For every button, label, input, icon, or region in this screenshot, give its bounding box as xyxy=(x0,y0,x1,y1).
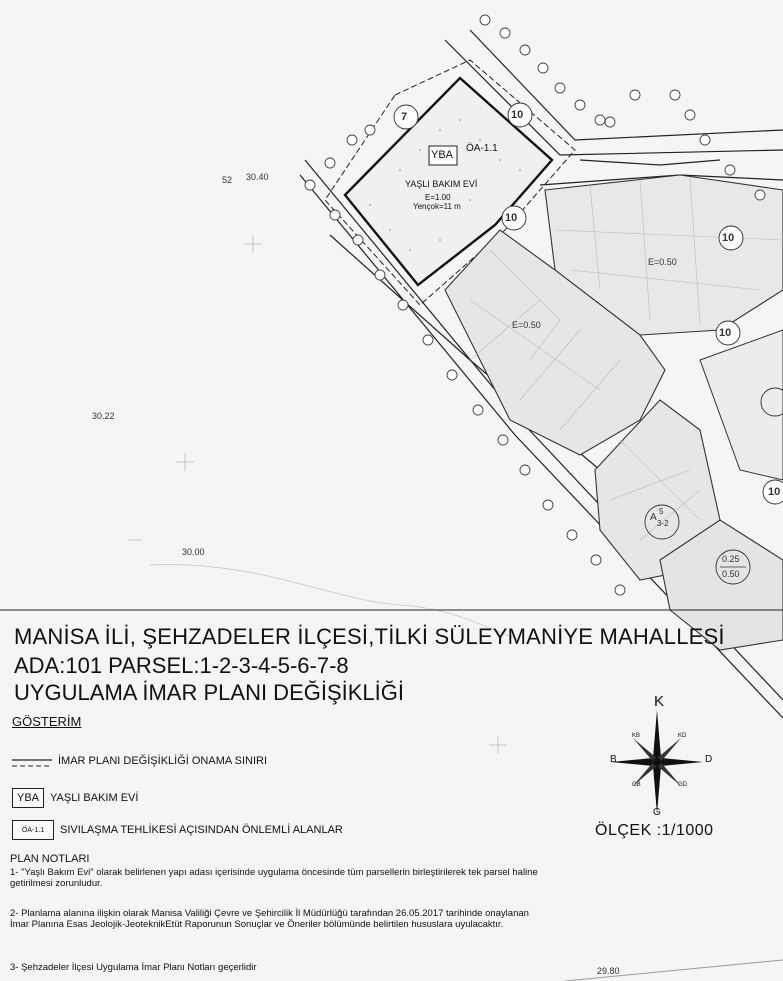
parcel-height: Yençok=11 m xyxy=(413,202,461,211)
road-width-label-1: 10 xyxy=(511,109,524,121)
scale-label: ÖLÇEK :1/1000 xyxy=(595,822,714,839)
block3-top: 5 xyxy=(659,507,664,516)
note-2: 2- Planlama alanına ilişkin olarak Manisa Valiliği Çevre ve Şehircilik İl Müdürlüğü tarafından 26.05.2017 tarihinde onaylanan İmar Planına Esas Jeolojik-JeoteknikEtüt Raporunun Sonuçlar ve Öneriler bölümünde belirtilen hususlara uyulacaktır. xyxy=(10,908,529,930)
yba-code: YBA xyxy=(431,149,454,161)
block1-e: E=0.50 xyxy=(648,257,677,267)
block-5 xyxy=(700,327,783,480)
note-1: 1- "Yaşlı Bakım Evi" olarak belirlenen yapı adası içerisinde uygulama öncesinde tüm parsellerin birleştirilerek tek parsel haline getirilmesi zorunludur. xyxy=(10,867,538,889)
road-width-label-5: 7 xyxy=(401,111,408,123)
compass-w: B xyxy=(610,754,617,765)
note-3: 3- Şehzadeler İlçesi Uygulama İmar Planı Notları geçerlidir xyxy=(10,962,257,973)
legend-label-yba: YAŞLI BAKIM EVİ xyxy=(50,792,139,804)
block4-bottom: 0.50 xyxy=(722,569,740,579)
legend-item-zone xyxy=(12,820,343,840)
parcel-name: YAŞLI BAKIM EVİ xyxy=(405,179,478,189)
road-width-label-4: 10 xyxy=(719,327,732,339)
legend-zone-symbol: ÖA-1.1 xyxy=(12,820,54,840)
legend-label-zone: SIVILAŞMA TEHLİKESİ AÇISINDAN ÖNLEMLİ ALANLAR xyxy=(60,824,343,836)
north-arrow-icon xyxy=(611,710,703,814)
parcel-e: E=1.00 xyxy=(425,193,451,202)
title-line-2: ADA:101 PARSEL:1-2-3-4-5-6-7-8 xyxy=(14,653,349,678)
elev-3: 30.22 xyxy=(92,411,115,421)
legend-item-boundary xyxy=(12,752,267,770)
elev-4: 30.00 xyxy=(182,547,205,557)
legend-label-boundary: İMAR PLANI DEĞİŞİKLİĞİ ONAMA SINIRI xyxy=(58,755,268,767)
road-width-label-6: 10 xyxy=(768,486,781,498)
elev-2: 30.40 xyxy=(246,172,269,182)
road-width-label-2: 10 xyxy=(505,212,518,224)
compass-e: D xyxy=(705,754,713,765)
notes-heading: PLAN NOTLARI xyxy=(10,853,90,865)
title-line-3: UYGULAMA İMAR PLANI DEĞİŞİKLİĞİ xyxy=(14,680,404,705)
compass-se: GD xyxy=(678,782,687,788)
compass-s: G xyxy=(653,807,661,818)
block4-top: 0.25 xyxy=(722,554,740,564)
block2-e: E=0.50 xyxy=(512,320,541,330)
legend-boundary-symbol xyxy=(12,752,52,770)
compass-sw: GB xyxy=(632,782,641,788)
legend-yba-symbol: YBA xyxy=(12,788,44,808)
legend-item-yba xyxy=(12,788,138,808)
compass-ne: KD xyxy=(678,733,687,739)
compass-nw: KB xyxy=(632,733,641,739)
zone-code: ÖA-1.1 xyxy=(466,143,498,154)
compass-n: K xyxy=(654,693,665,710)
block3-bottom: 3-2 xyxy=(657,519,669,528)
elev-5: 29.80 xyxy=(597,966,620,976)
road-width-label-3: 10 xyxy=(722,232,735,244)
elev-1: 52 xyxy=(222,175,233,185)
block3-code: A xyxy=(650,512,657,523)
legend-heading: GÖSTERİM xyxy=(12,714,82,729)
title-line-1: MANİSA İLİ, ŞEHZADELER İLÇESİ,TİLKİ SÜLEYMANİYE MAHALLESİ xyxy=(14,624,725,649)
